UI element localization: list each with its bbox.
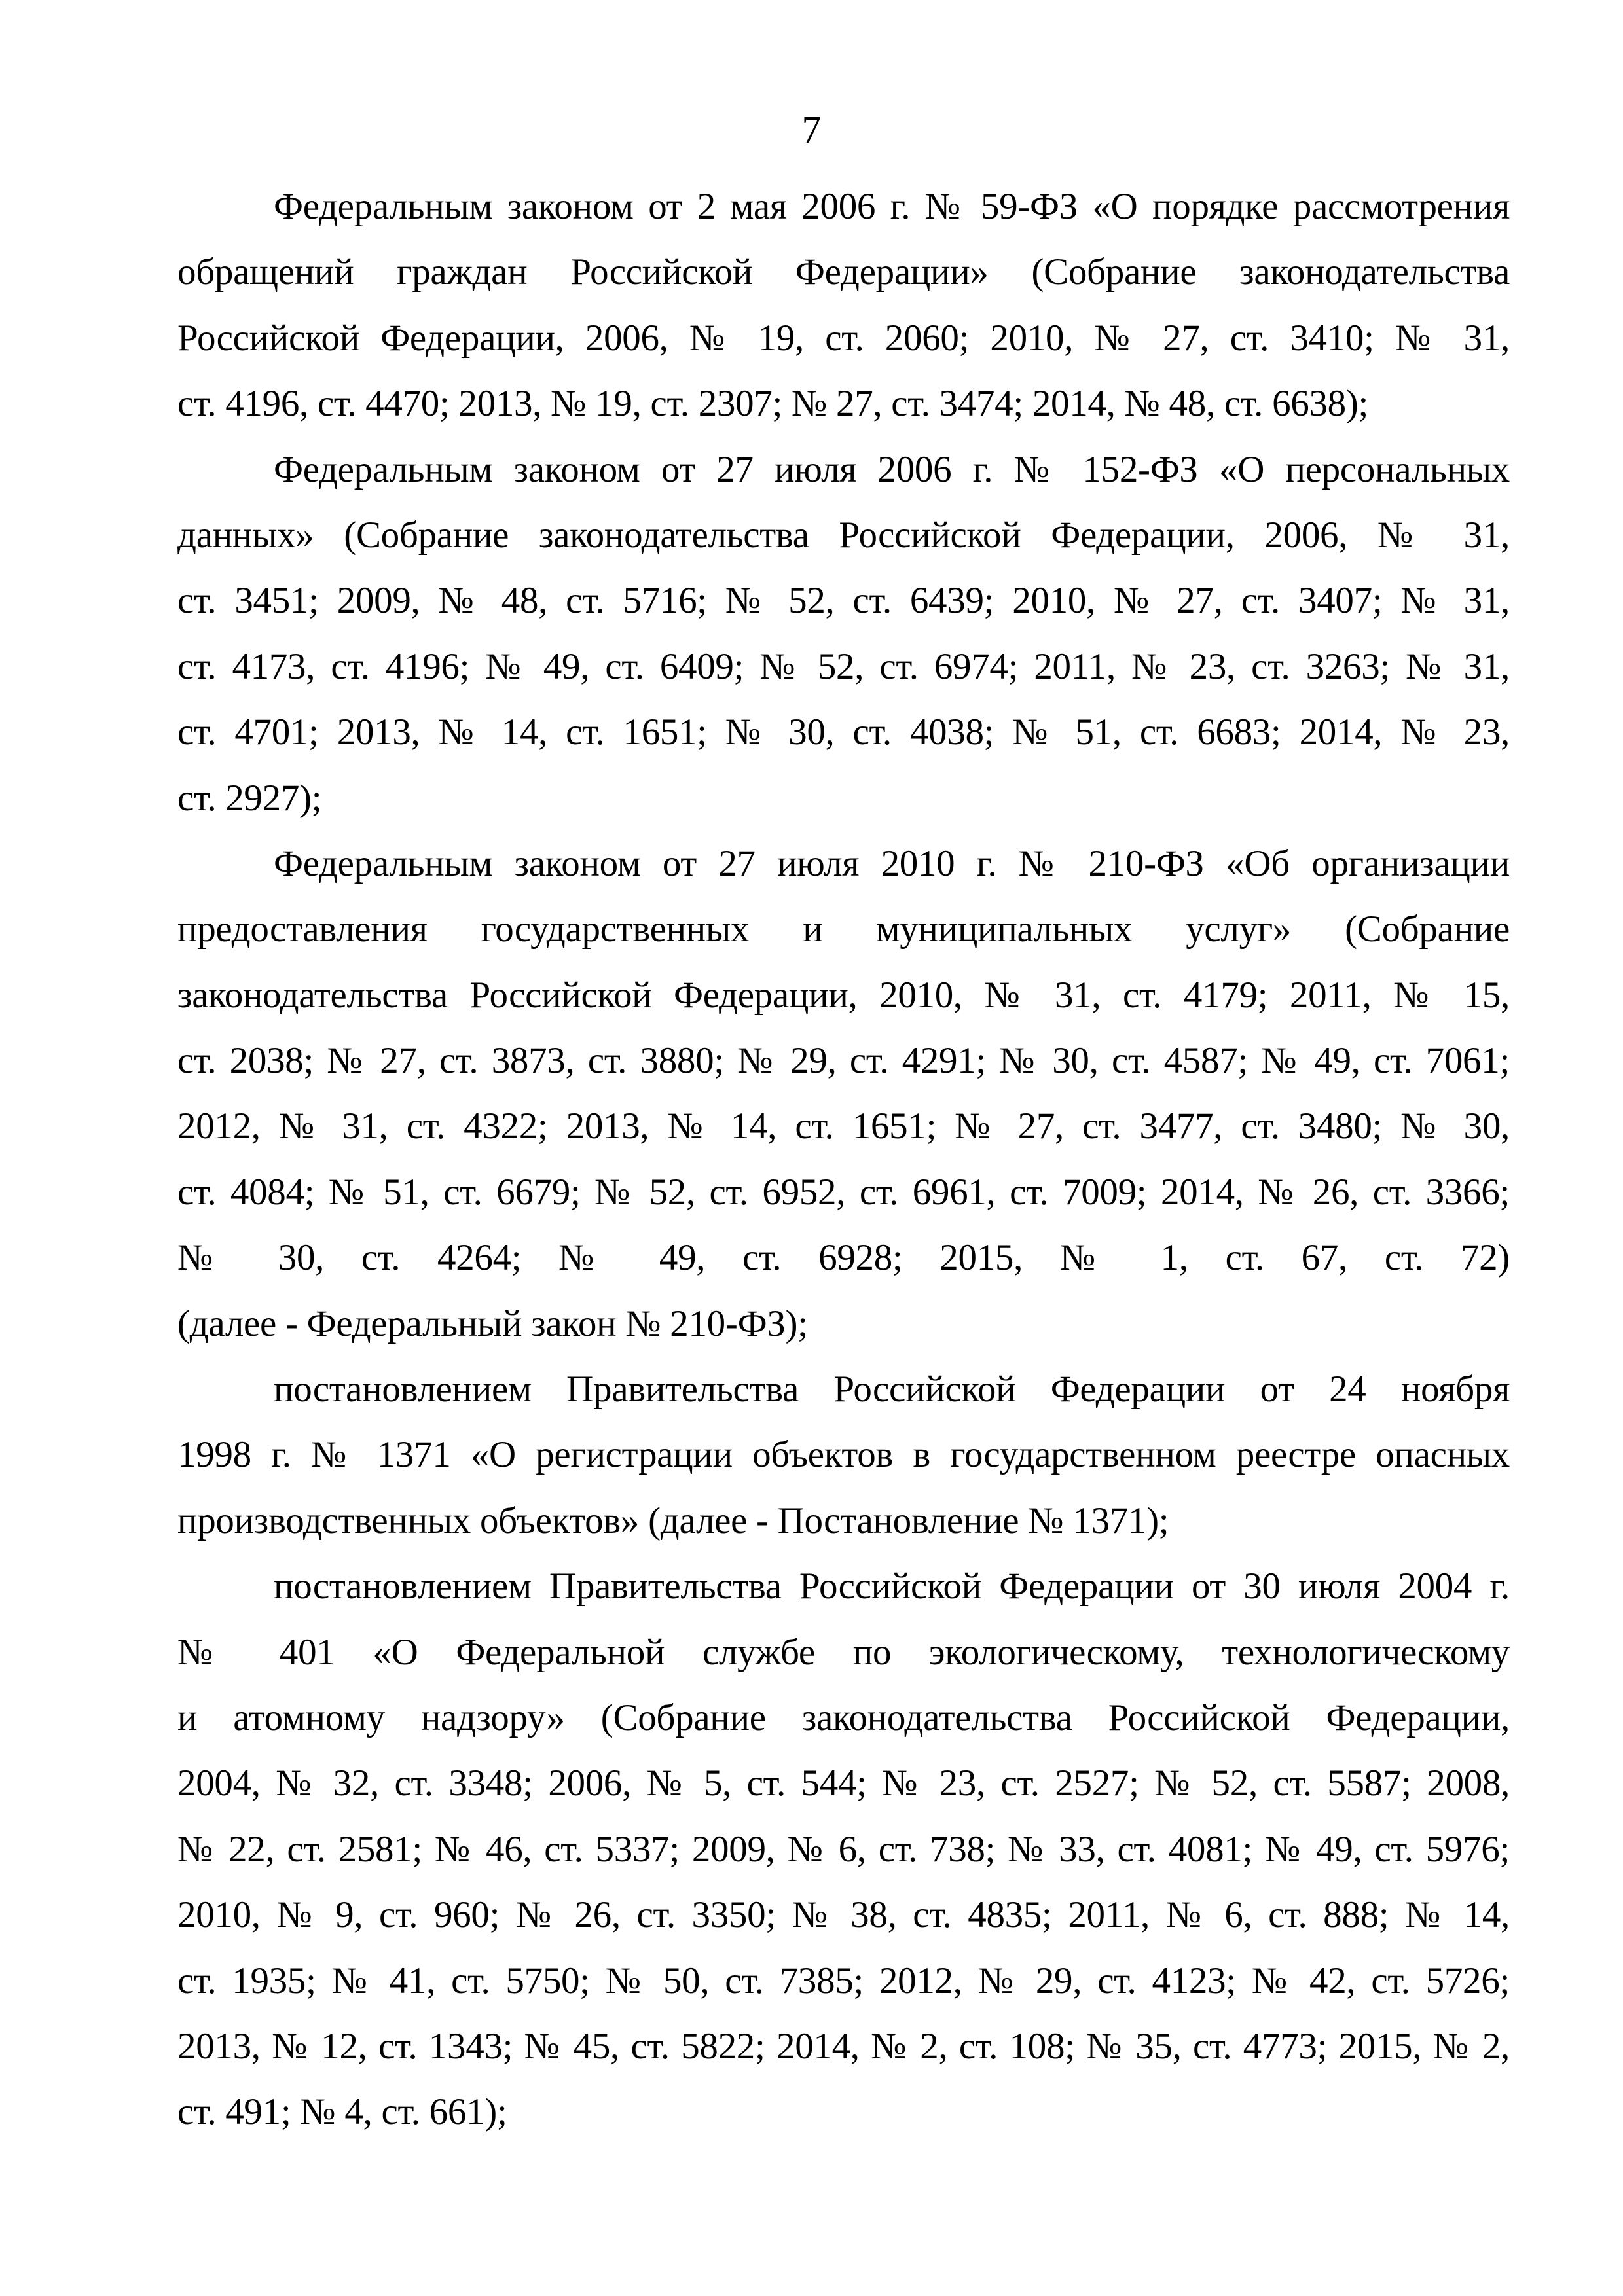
text-line: 2013, № 12, ст. 1343; № 45, ст. 5822; 2014, № 2, ст. 108; № 35, ст. 4773; 2015, № 2, — [177, 2025, 1510, 2067]
text-line: производственных объектов» (далее - Постановление № 1371); — [177, 1499, 1169, 1541]
text-line: постановлением Правительства Российской Федерации от 30 июля 2004 г. — [274, 1566, 1510, 1607]
text-line: № 30, ст. 4264; № 49, ст. 6928; 2015, № 1, ст. 67, ст. 72) — [177, 1237, 1510, 1279]
text-line: Федеральным законом от 2 мая 2006 г. № 59-ФЗ «О порядке рассмотрения — [274, 186, 1510, 227]
document-body — [177, 174, 1510, 2145]
text-line: № 401 «О Федеральной службе по экологическому, технологическому — [177, 1631, 1510, 1673]
text-line: ст. 3451; 2009, № 48, ст. 5716; № 52, ст. 6439; 2010, № 27, ст. 3407; № 31, — [177, 580, 1510, 622]
text-line: ст. 2038; № 27, ст. 3873, ст. 3880; № 29, ст. 4291; № 30, ст. 4587; № 49, ст. 7061; — [177, 1040, 1510, 1082]
paragraph — [177, 1554, 1510, 2145]
page-number: 7 — [801, 108, 822, 151]
text-line: (далее - Федеральный закон № 210-ФЗ); — [177, 1302, 808, 1344]
text-line: предоставления государственных и муниципальных услуг» (Собрание — [177, 908, 1510, 950]
text-line: ст. 4173, ст. 4196; № 49, ст. 6409; № 52, ст. 6974; 2011, № 23, ст. 3263; № 31, — [177, 645, 1510, 687]
text-line: ст. 1935; № 41, ст. 5750; № 50, ст. 7385; 2012, № 29, ст. 4123; № 42, ст. 5726; — [177, 1960, 1510, 2001]
paragraph — [177, 174, 1510, 437]
text-line: данных» (Собрание законодательства Российской Федерации, 2006, № 31, — [177, 514, 1510, 556]
paragraph — [177, 831, 1510, 1357]
text-line: 1998 г. № 1371 «О регистрации объектов в государственном реестре опасных — [177, 1434, 1510, 1476]
text-line: ст. 491; № 4, ст. 661); — [177, 2091, 507, 2133]
text-line: Российской Федерации, 2006, № 19, ст. 2060; 2010, № 27, ст. 3410; № 31, — [177, 317, 1510, 359]
text-line: ст. 4196, ст. 4470; 2013, № 19, ст. 2307; № 27, ст. 3474; 2014, № 48, ст. 6638); — [177, 383, 1369, 425]
text-line: постановлением Правительства Российской Федерации от 24 ноября — [274, 1369, 1510, 1410]
text-line: 2004, № 32, ст. 3348; 2006, № 5, ст. 544; № 23, ст. 2527; № 52, ст. 5587; 2008, — [177, 1763, 1510, 1804]
text-line: Федеральным законом от 27 июля 2006 г. № 152-ФЗ «О персональных — [274, 448, 1510, 490]
paragraph — [177, 437, 1510, 831]
text-line: Федеральным законом от 27 июля 2010 г. № 210-ФЗ «Об организации — [274, 842, 1510, 884]
text-line: обращений граждан Российской Федерации» (Собрание законодательства — [177, 251, 1510, 293]
text-line: и атомному надзору» (Собрание законодательства Российской Федерации, — [177, 1696, 1510, 1738]
text-line: законодательства Российской Федерации, 2010, № 31, ст. 4179; 2011, № 15, — [177, 974, 1510, 1016]
text-line: ст. 2927); — [177, 777, 322, 819]
text-line: 2010, № 9, ст. 960; № 26, ст. 3350; № 38, ст. 4835; 2011, № 6, ст. 888; № 14, — [177, 1894, 1510, 1936]
text-line: ст. 4084; № 51, ст. 6679; № 52, ст. 6952, ст. 6961, ст. 7009; 2014, № 26, ст. 3366; — [177, 1171, 1510, 1213]
text-line: № 22, ст. 2581; № 46, ст. 5337; 2009, № 6, ст. 738; № 33, ст. 4081; № 49, ст. 5976; — [177, 1828, 1510, 1870]
text-line: ст. 4701; 2013, № 14, ст. 1651; № 30, ст. 4038; № 51, ст. 6683; 2014, № 23, — [177, 711, 1510, 753]
text-line: 2012, № 31, ст. 4322; 2013, № 14, ст. 1651; № 27, ст. 3477, ст. 3480; № 30, — [177, 1105, 1510, 1147]
paragraph — [177, 1357, 1510, 1554]
